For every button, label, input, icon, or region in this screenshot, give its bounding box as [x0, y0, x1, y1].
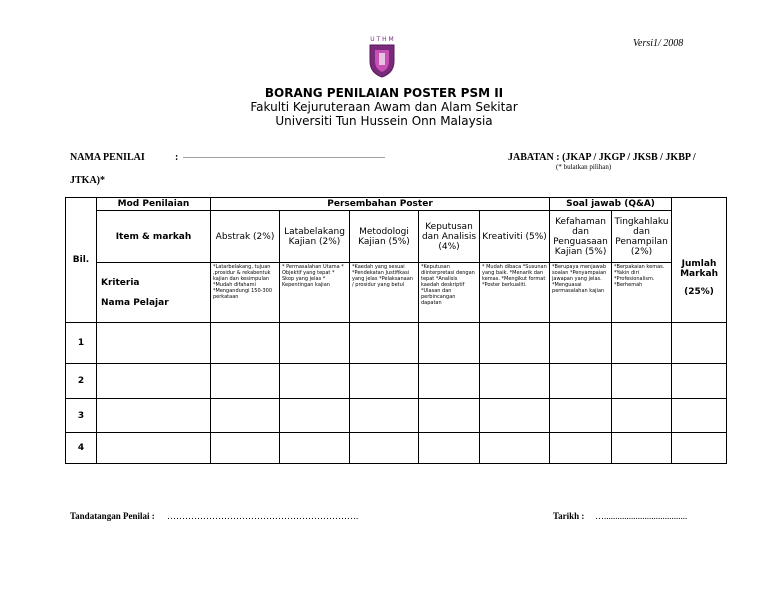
persembahan-header: Persembahan Poster — [211, 198, 550, 211]
criteria-kreativiti: * Mudah dibaca *Susunan yang baik. *Menarik dan kemas. *Mengikut format *Poster berkualiti. — [480, 263, 550, 323]
assessor-colon: : — [175, 152, 179, 163]
item-latarbelakang: Latabelakang Kajian (2%) — [280, 211, 350, 263]
criteria-tingkahlaku: *Berpakaian kemas. *Yakin diri *Profesionalism. *Berhemah — [612, 263, 672, 323]
score-cell[interactable] — [480, 323, 550, 364]
score-cell[interactable] — [550, 399, 612, 433]
score-cell[interactable] — [211, 399, 280, 433]
kriteria-label: Kriteria — [101, 277, 140, 288]
department-label-cont: JTKA)* — [70, 175, 105, 186]
item-kefahaman: Kefahaman dan Penguasaan Kajian (5%) — [550, 211, 612, 263]
criteria-metodologi: *Kaedah yang sesuai *Pendekatan Justifikasi yang jelas *Pelaksanaan / prosidur yang betul — [350, 263, 419, 323]
date-label: Tarikh : — [553, 511, 585, 521]
university-name: Universiti Tun Hussein Onn Malaysia — [275, 114, 493, 128]
score-cell[interactable] — [480, 364, 550, 399]
faculty-name: Fakulti Kejuruteraan Awam dan Alam Sekitar — [250, 100, 518, 114]
assessment-table — [65, 197, 727, 464]
department-label: JABATAN : (JKAP / JKGP / JKSB / JKBP / — [508, 152, 696, 163]
signature-label: Tandatangan Penilai : — [70, 511, 155, 521]
university-logo — [360, 33, 404, 79]
bil-header: Bil. — [66, 198, 97, 323]
jumlah-percent: (25%) — [684, 287, 714, 297]
signature-field[interactable]: ………………………………………………………. — [167, 511, 359, 521]
score-cell[interactable] — [211, 323, 280, 364]
score-cell[interactable] — [280, 399, 350, 433]
score-cell[interactable] — [612, 364, 672, 399]
student-name-cell[interactable] — [97, 323, 211, 364]
student-name-cell[interactable] — [97, 433, 211, 464]
score-cell[interactable] — [550, 364, 612, 399]
student-name-cell[interactable] — [97, 364, 211, 399]
score-cell[interactable] — [211, 364, 280, 399]
score-cell[interactable] — [350, 433, 419, 464]
mod-penilaian-header: Mod Penilaian — [97, 198, 211, 211]
score-cell[interactable] — [350, 399, 419, 433]
total-cell[interactable] — [672, 399, 727, 433]
score-cell[interactable] — [480, 399, 550, 433]
svg-text:U T H M: U T H M — [370, 36, 394, 43]
criteria-kefahaman: *Berupaya menjawab soalan *Penyampaian jawapan yang jelas. *Menguasai permasalahan kajian — [550, 263, 612, 323]
score-cell[interactable] — [612, 399, 672, 433]
criteria-abstrak: *Latarbelakang, tujuan ,prosidur & rekabentuk kajian dan kesimpulan *Mudah difahami *Mengandungi 150-300 perkataan — [211, 263, 280, 323]
score-cell[interactable] — [419, 433, 480, 464]
item-kreativiti: Kreativiti (5%) — [480, 211, 550, 263]
student-name-cell[interactable] — [97, 399, 211, 433]
table-row — [66, 323, 727, 364]
item-metodologi: Metodologi Kajian (5%) — [350, 211, 419, 263]
kriteria-cell — [97, 263, 211, 323]
score-cell[interactable] — [350, 364, 419, 399]
version-label: Versi1/ 2008 — [633, 38, 684, 49]
date-field[interactable]: …..................................... — [595, 511, 688, 521]
score-cell[interactable] — [280, 364, 350, 399]
jumlah-header: Jumlah Markah (25%) — [672, 198, 727, 323]
item-tingkahlaku: Tingkahlaku dan Penampilan (2%) — [612, 211, 672, 263]
nama-pelajar-label: Nama Pelajar — [101, 297, 169, 308]
score-cell[interactable] — [612, 323, 672, 364]
assessor-label: NAMA PENILAI — [70, 152, 145, 163]
score-cell[interactable] — [480, 433, 550, 464]
row-number: 2 — [66, 364, 97, 399]
criteria-keputusan: *Keputusan diinterpretasi dengan tepat *Analisis kaedah deskriptif *Ulasan dan perbincangan dapatan — [419, 263, 480, 323]
total-cell[interactable] — [672, 433, 727, 464]
item-markah-label: Item & markah — [97, 211, 211, 263]
table-row — [66, 433, 727, 464]
soal-jawab-header: Soal jawab (Q&A) — [550, 198, 672, 211]
score-cell[interactable] — [419, 399, 480, 433]
table-row — [66, 399, 727, 433]
total-cell[interactable] — [672, 364, 727, 399]
department-note: (* bulatkan pilihan) — [556, 163, 612, 171]
assessor-name-field[interactable]: ..................................................................................................... — [183, 151, 385, 160]
score-cell[interactable] — [280, 323, 350, 364]
score-cell[interactable] — [550, 323, 612, 364]
row-number: 1 — [66, 323, 97, 364]
score-cell[interactable] — [350, 323, 419, 364]
score-cell[interactable] — [550, 433, 612, 464]
score-cell[interactable] — [280, 433, 350, 464]
score-cell[interactable] — [419, 364, 480, 399]
score-cell[interactable] — [419, 323, 480, 364]
row-number: 4 — [66, 433, 97, 464]
criteria-latarbelakang: * Permasalahan Utama * Objektif yang tepat * Skop yang jelas * Kepentingan kajian — [280, 263, 350, 323]
score-cell[interactable] — [211, 433, 280, 464]
row-number: 3 — [66, 399, 97, 433]
form-title: BORANG PENILAIAN POSTER PSM II — [264, 86, 504, 100]
score-cell[interactable] — [612, 433, 672, 464]
item-keputusan: Keputusan dan Analisis (4%) — [419, 211, 480, 263]
item-abstrak: Abstrak (2%) — [211, 211, 280, 263]
total-cell[interactable] — [672, 323, 727, 364]
table-row — [66, 364, 727, 399]
